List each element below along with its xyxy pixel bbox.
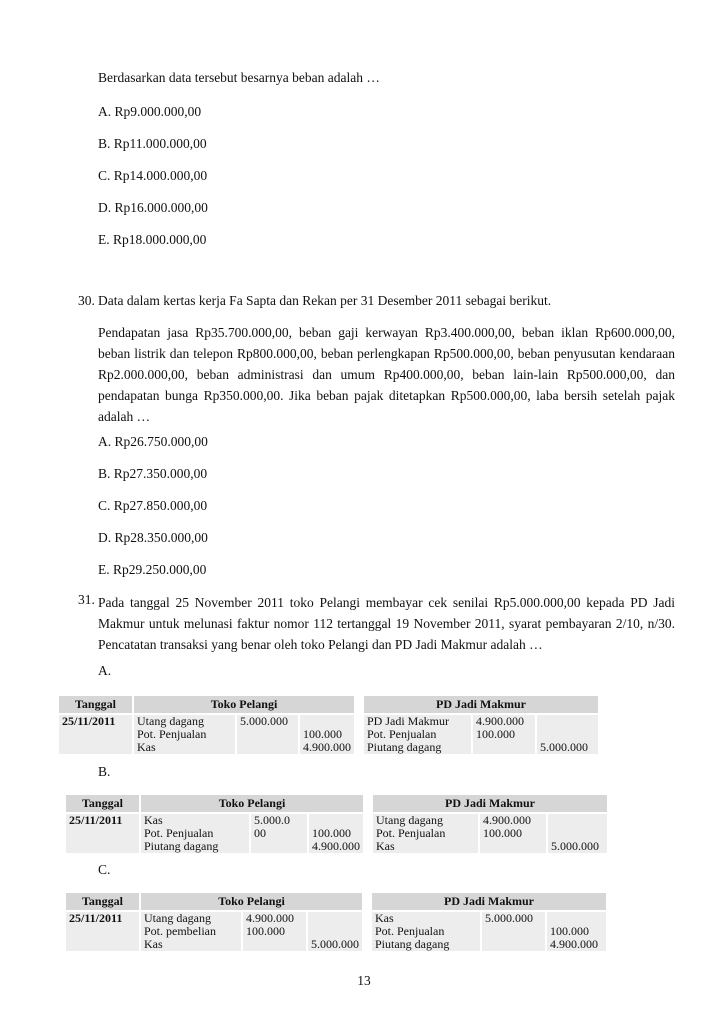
q29-option-e: E. Rp18.000.000,00 — [98, 232, 207, 247]
account: Kas — [144, 813, 163, 827]
q31-option-b-label: B. — [98, 764, 111, 779]
header-right: PD Jadi Makmur — [371, 892, 607, 911]
debit-amount: 5.000.0 — [254, 813, 290, 827]
account: Piutang dagang — [367, 740, 442, 754]
q29-option-a: A. Rp9.000.000,00 — [98, 104, 202, 119]
debit-amount: 5.000.000 — [485, 911, 533, 925]
q30-option-c: C. Rp27.850.000,00 — [98, 498, 208, 513]
q31-option-c-label: C. — [98, 862, 111, 877]
header-right: PD Jadi Makmur — [372, 794, 608, 813]
q30-option-d: D. Rp28.350.000,00 — [98, 530, 208, 545]
q29-option-c: C. Rp14.000.000,00 — [98, 168, 208, 183]
credit-amount: 4.900.000 — [312, 839, 360, 853]
debit-amount: 4.900.000 — [483, 813, 531, 827]
journal-table-b — [64, 793, 609, 853]
account: Kas — [137, 740, 156, 754]
debit-amount: 4.900.000 — [246, 911, 294, 925]
header-date: Tanggal — [65, 794, 140, 813]
account: PD Jadi Makmur — [367, 714, 449, 728]
journal-table-c — [64, 891, 608, 951]
header-date: Tanggal — [65, 892, 140, 911]
debit-amount: 100.000 — [483, 826, 522, 840]
credit-amount: 100.000 — [303, 727, 342, 741]
page-number: 13 — [357, 973, 371, 988]
q31-number: 31. — [78, 592, 95, 607]
account: Pot. Penjualan — [144, 826, 214, 840]
debit-amount: 100.000 — [476, 727, 515, 741]
account: Kas — [144, 937, 163, 951]
header-date: Tanggal — [58, 695, 133, 714]
q30-number: 30. — [78, 293, 95, 308]
account: Utang dagang — [376, 813, 443, 827]
credit-amount: 5.000.000 — [551, 839, 599, 853]
q31-stem: Pada tanggal 25 November 2011 toko Pelangi membayar cek senilai Rp5.000.000,00 kepada PD Jadi Makmur untuk melunasi faktur nomor 112 tertanggal 19 November 2011, syarat pembayaran 2/10, n/30. Pencatatan transaksi yang benar oleh toko Pelangi dan PD Jadi Makmur adalah … — [98, 595, 675, 652]
debit-amount: 100.000 — [246, 924, 285, 938]
account: Pot. Penjualan — [137, 727, 207, 741]
header-left: Toko Pelangi — [133, 695, 355, 714]
account: Pot. Penjualan — [367, 727, 437, 741]
entry-date: 25/11/2011 — [65, 813, 140, 853]
q31-option-a-label: A. — [98, 663, 112, 678]
debit-amount: 5.000.000 — [240, 714, 288, 728]
account: Kas — [375, 911, 394, 925]
account: Pot. Penjualan — [375, 924, 445, 938]
debit-amount: 4.900.000 — [476, 714, 524, 728]
q29-option-b: B. Rp11.000.000,00 — [98, 136, 207, 151]
q30-body: Pendapatan jasa Rp35.700.000,00, beban gaji kerwayan Rp3.400.000,00, beban iklan Rp600.000,00, beban listrik dan telepon Rp800.000,00, beban perlengkapan Rp500.000,00, beban penyusutan kendaraan Rp2.000.000,00, beban administrasi dan umum Rp400.000,00, beban lain-lain Rp500.000,00, dan pendapatan bunga Rp350.000,00. Jika beban pajak ditetapkan Rp500.000,00, laba bersih setelah pajak adalah … — [98, 325, 675, 424]
account: Utang dagang — [144, 911, 211, 925]
account: Pot. Penjualan — [376, 826, 446, 840]
q30-option-b: B. Rp27.350.000,00 — [98, 466, 208, 481]
journal-table-a — [57, 694, 600, 754]
credit-amount: 5.000.000 — [311, 937, 359, 951]
credit-amount: 5.000.000 — [540, 740, 588, 754]
header-left: Toko Pelangi — [140, 892, 363, 911]
account: Pot. pembelian — [144, 924, 216, 938]
entry-date: 25/11/2011 — [58, 714, 133, 754]
q30-option-a: A. Rp26.750.000,00 — [98, 434, 208, 449]
debit-amount: 00 — [254, 826, 266, 840]
q29-stem: Berdasarkan data tersebut besarnya beban adalah … — [98, 70, 380, 85]
account: Utang dagang — [137, 714, 204, 728]
credit-amount: 4.900.000 — [550, 937, 598, 951]
q30-stem: Data dalam kertas kerja Fa Sapta dan Rekan per 31 Desember 2011 sebagai berikut. — [98, 293, 552, 308]
account: Piutang dagang — [375, 937, 450, 951]
account: Piutang dagang — [144, 839, 219, 853]
credit-amount: 4.900.000 — [303, 740, 351, 754]
credit-amount: 100.000 — [550, 924, 589, 938]
header-left: Toko Pelangi — [140, 794, 364, 813]
credit-amount: 100.000 — [312, 826, 351, 840]
account: Kas — [376, 839, 395, 853]
q29-option-d: D. Rp16.000.000,00 — [98, 200, 208, 215]
entry-date: 25/11/2011 — [65, 911, 140, 951]
q30-option-e: E. Rp29.250.000,00 — [98, 562, 207, 577]
header-right: PD Jadi Makmur — [363, 695, 599, 714]
